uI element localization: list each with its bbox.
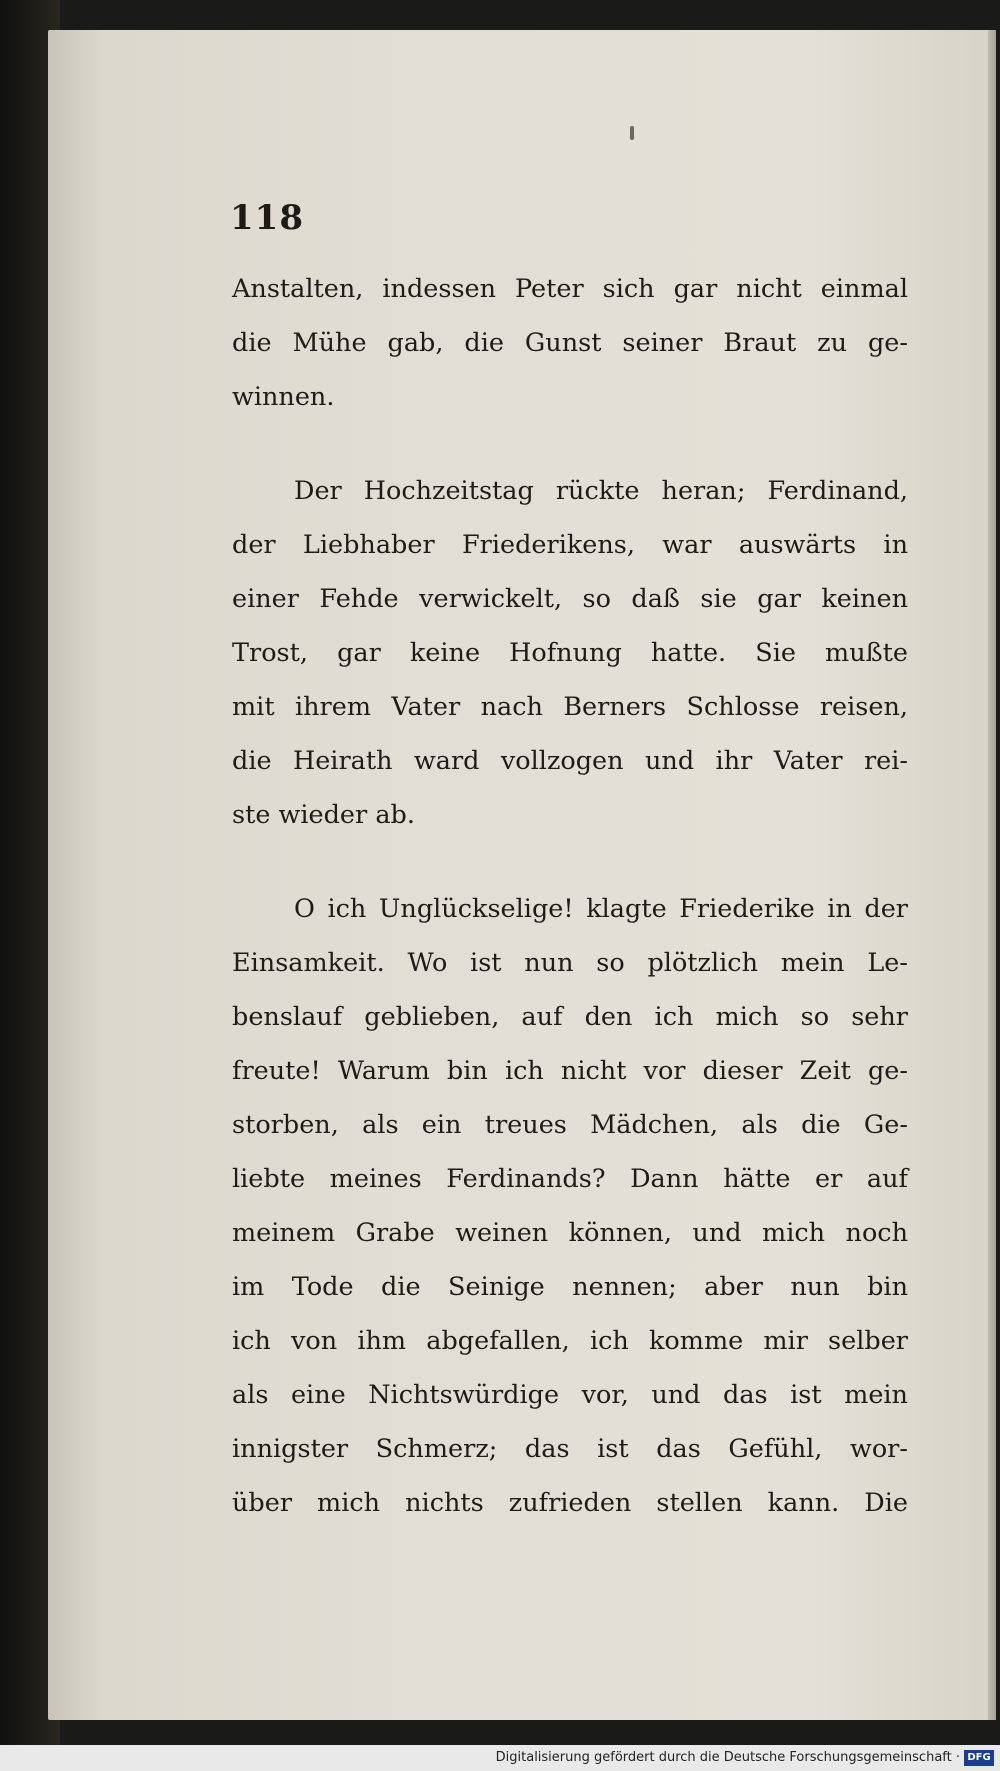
text-line: ste wieder ab. xyxy=(232,800,415,830)
paragraph-2 xyxy=(232,464,908,842)
text-line: Trost, gar keine Hofnung hatte. Sie mußte xyxy=(232,638,908,668)
page-text xyxy=(232,262,908,1530)
text-line: als eine Nichtswürdige vor, und das ist mein xyxy=(232,1380,908,1410)
text-line: innigster Schmerz; das ist das Gefühl, wor- xyxy=(232,1434,908,1464)
page-number: 118 xyxy=(230,198,304,238)
paragraph-3 xyxy=(232,882,908,1530)
text-line: die Heirath ward vollzogen und ihr Vater rei- xyxy=(232,746,908,776)
text-line: Der Hochzeitstag rückte heran; Ferdinand, xyxy=(294,476,908,506)
text-line: Anstalten, indessen Peter sich gar nicht einmal xyxy=(232,274,908,304)
text-line: Einsamkeit. Wo ist nun so plötzlich mein Le- xyxy=(232,948,908,978)
text-line: freute! Warum bin ich nicht vor dieser Zeit ge- xyxy=(232,1056,908,1086)
text-line: über mich nichts zufrieden stellen kann. Die xyxy=(232,1488,908,1518)
footer-bar xyxy=(0,1745,1000,1771)
text-line: im Tode die Seinige nennen; aber nun bin xyxy=(232,1272,908,1302)
text-line: benslauf geblieben, auf den ich mich so sehr xyxy=(232,1002,908,1032)
paragraph-gap xyxy=(232,424,908,464)
text-line: mit ihrem Vater nach Berners Schlosse reisen, xyxy=(232,692,908,722)
paragraph-gap xyxy=(232,842,908,882)
text-line: ich von ihm abgefallen, ich komme mir selber xyxy=(232,1326,908,1356)
footer-credit: Digitalisierung gefördert durch die Deutsche Forschungsgemeinschaft · xyxy=(495,1750,960,1765)
text-line: liebte meines Ferdinands? Dann hätte er auf xyxy=(232,1164,908,1194)
text-line: winnen. xyxy=(232,382,335,412)
text-line: storben, als ein treues Mädchen, als die Ge- xyxy=(232,1110,908,1140)
paragraph-1 xyxy=(232,262,908,424)
text-line: meinem Grabe weinen können, und mich noch xyxy=(232,1218,908,1248)
text-line: O ich Unglückselige! klagte Friederike in der xyxy=(294,894,908,924)
dfg-logo-icon: DFG xyxy=(964,1750,994,1766)
text-line: der Liebhaber Friederikens, war auswärts in xyxy=(232,530,908,560)
page-edge xyxy=(988,30,996,1720)
text-line: die Mühe gab, die Gunst seiner Braut zu ge- xyxy=(232,328,908,358)
ink-mark xyxy=(630,126,634,140)
text-line: einer Fehde verwickelt, so daß sie gar keinen xyxy=(232,584,908,614)
